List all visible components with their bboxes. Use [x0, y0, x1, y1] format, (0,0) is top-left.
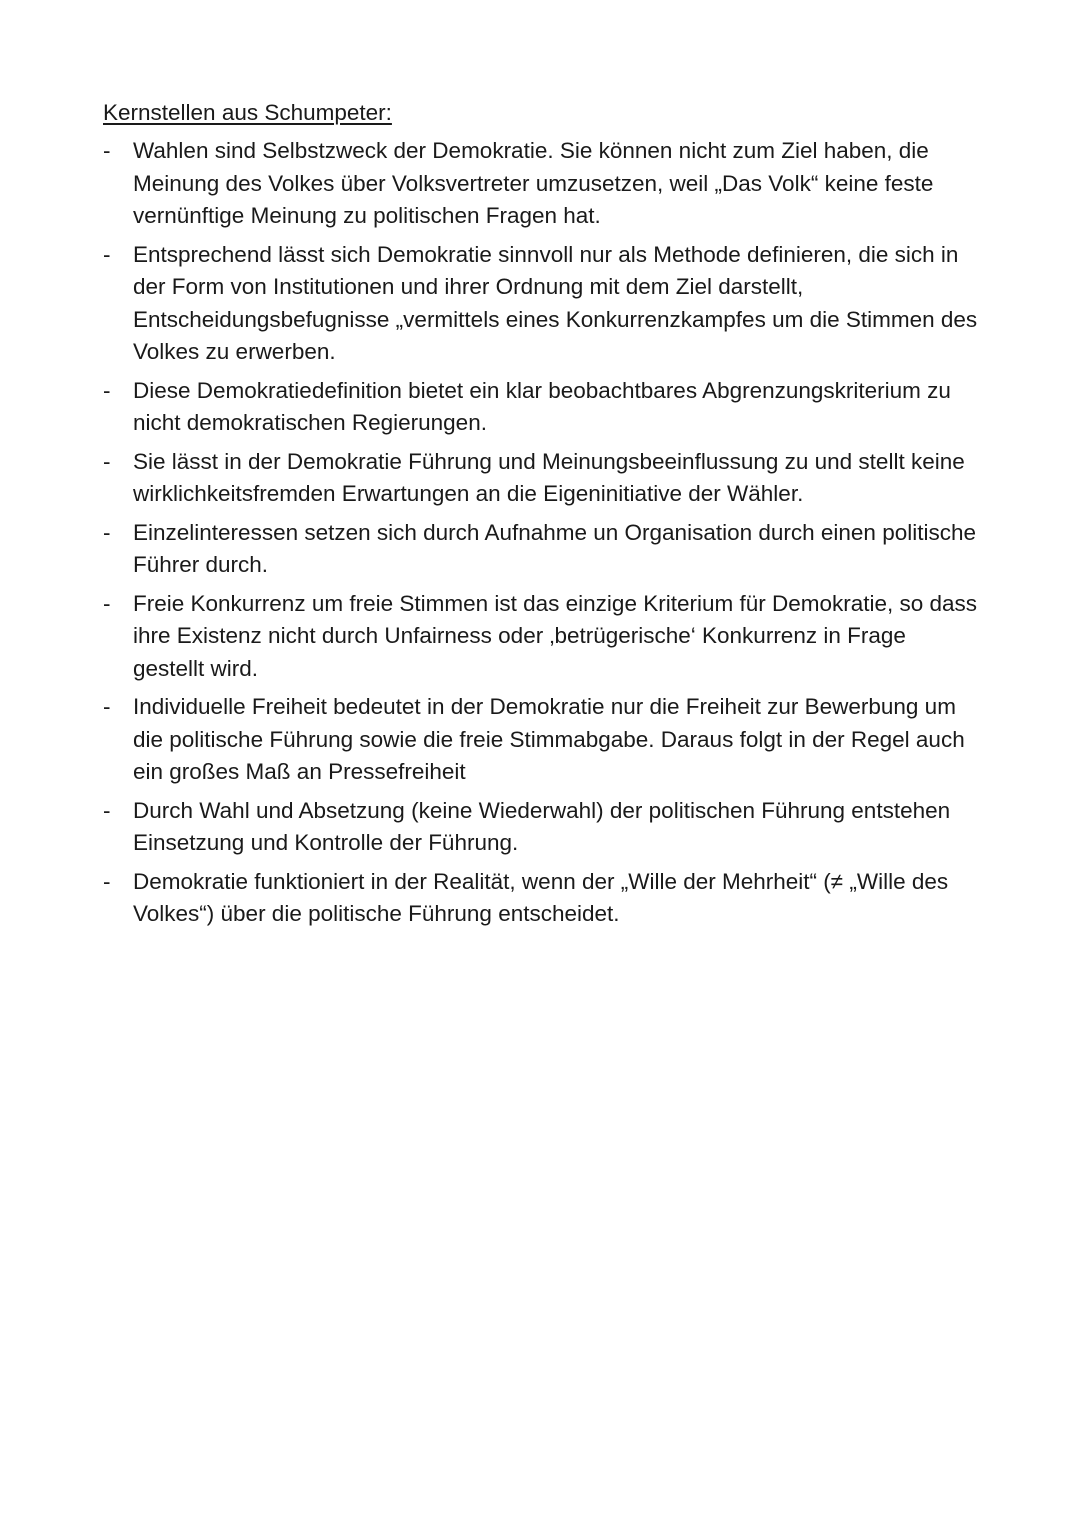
- bullet-dash: -: [103, 590, 111, 616]
- list-item-text: Freie Konkurrenz um freie Stimmen ist das einzige Kriterium für Demokratie, so dass ihre Existenz nicht durch Unfairness oder ‚betrügerische‘ Konkurrenz in Frage gestellt wird.: [133, 590, 978, 681]
- list-item-text: Einzelinteressen setzen sich durch Aufnahme un Organisation durch einen politische Führer durch.: [133, 519, 977, 577]
- bullet-dash: -: [103, 241, 111, 267]
- list-item: [103, 446, 983, 511]
- list-item: [103, 239, 983, 369]
- bullet-dash: -: [103, 448, 111, 474]
- list-item-text: Entsprechend lässt sich Demokratie sinnvoll nur als Methode definieren, die sich in der Form von Institutionen und ihrer Ordnung mit dem Ziel darstellt, Entscheidungsbefugnisse „vermittels eines Konkurrenzkampfes um die Stimmen des Volkes zu erwerben.: [133, 241, 978, 364]
- list-item: [103, 135, 983, 233]
- list-item-text: Diese Demokratiedefinition bietet ein klar beobachtbares Abgrenzungskriterium zu nicht demokratischen Regierungen.: [133, 377, 951, 435]
- document-content: [103, 96, 983, 937]
- bullet-dash: -: [103, 868, 111, 894]
- list-item: [103, 866, 983, 931]
- list-item-text: Wahlen sind Selbstzweck der Demokratie. Sie können nicht zum Ziel haben, die Meinung des Volkes über Volksvertreter umzusetzen, weil „Das Volk“ keine feste vernünftige Meinung zu politischen Fragen hat.: [133, 138, 934, 228]
- list-item-text: Sie lässt in der Demokratie Führung und Meinungsbeeinflussung zu und stellt keine wirklichkeitsfremden Erwartungen an die Eigeninitiative der Wähler.: [133, 448, 965, 506]
- key-points-list: [103, 135, 983, 931]
- list-item-text: Demokratie funktioniert in der Realität, wenn der „Wille der Mehrheit“ (≠ „Wille des Volkes“) über die politische Führung entscheidet.: [133, 868, 949, 926]
- document-heading: Kernstellen aus Schumpeter:: [103, 100, 392, 125]
- list-item: [103, 588, 983, 686]
- list-item-text: Individuelle Freiheit bedeutet in der Demokratie nur die Freiheit zur Bewerbung um die politische Führung sowie die freie Stimmabgabe. Daraus folgt in der Regel auch ein großes Maß an Pressefreiheit: [133, 694, 965, 784]
- bullet-dash: -: [103, 377, 111, 403]
- list-item: [103, 795, 983, 860]
- bullet-dash: -: [103, 694, 111, 719]
- bullet-dash: -: [103, 797, 111, 823]
- bullet-dash: -: [103, 138, 111, 163]
- list-item: [103, 517, 983, 582]
- list-item: [103, 375, 983, 440]
- list-item-text: Durch Wahl und Absetzung (keine Wiederwahl) der politischen Führung entstehen Einsetzung und Kontrolle der Führung.: [133, 797, 951, 855]
- bullet-dash: -: [103, 519, 111, 545]
- list-item: [103, 691, 983, 789]
